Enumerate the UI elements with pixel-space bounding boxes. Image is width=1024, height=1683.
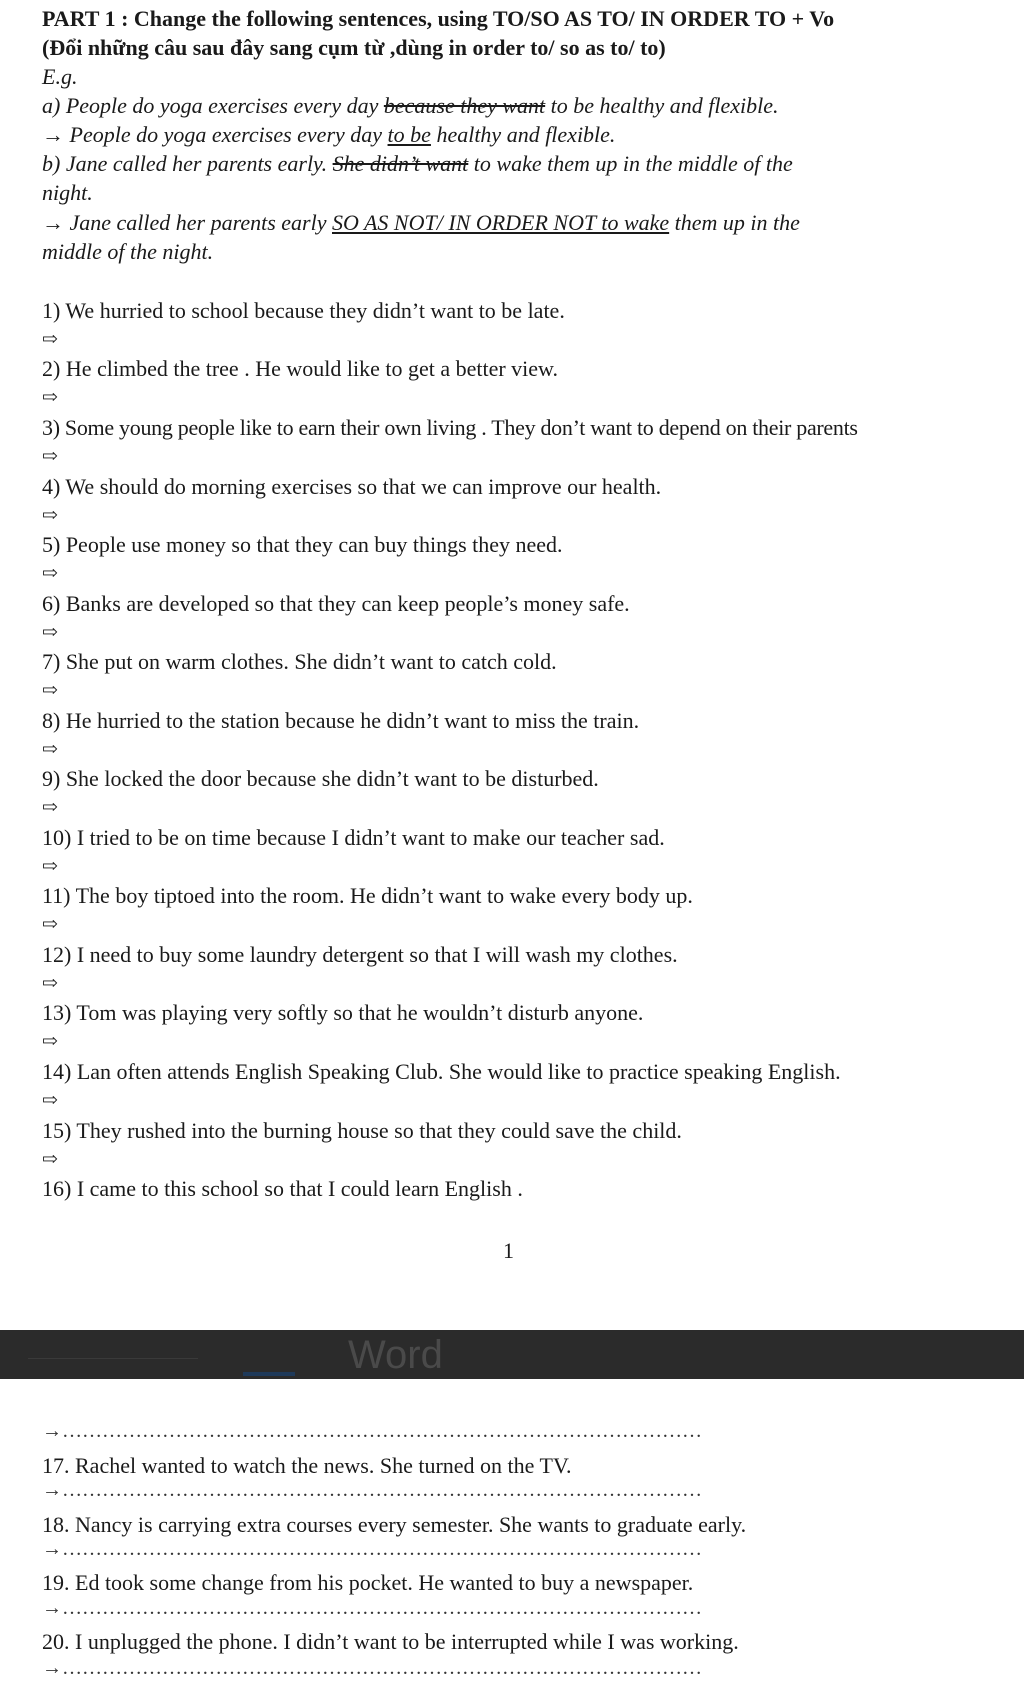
example-b-answer bbox=[42, 208, 800, 237]
answer-arrow-3: ⇨ bbox=[42, 446, 58, 467]
part-subtitle: (Đổi những câu sau đây sang cụm từ ,dùng in order to/ so as to/ to) bbox=[42, 35, 666, 60]
word-app-label: Word bbox=[348, 1333, 443, 1377]
question-4: 4) We should do morning exercises so that we can improve our health. bbox=[42, 474, 662, 499]
answer-arrow-7: ⇨ bbox=[42, 680, 58, 701]
answer-arrow-2: ⇨ bbox=[42, 387, 58, 408]
question-6: 6) Banks are developed so that they can keep people’s money safe. bbox=[42, 591, 630, 616]
answer-arrow-13: ⇨ bbox=[42, 1031, 58, 1052]
question-12: 12) I need to buy some laundry detergent so that I will wash my clothes. bbox=[42, 942, 678, 967]
example-b-answer-text: → Jane called her parents early bbox=[42, 210, 332, 235]
answer-arrow-6: ⇨ bbox=[42, 622, 58, 643]
worksheet-page bbox=[42, 0, 1017, 1683]
example-b bbox=[42, 149, 793, 178]
example-b-answer-end: them up in the bbox=[669, 210, 800, 235]
answer-line-20: →…………………………………………………………………………………… bbox=[42, 1657, 702, 1679]
question-9: 9) She locked the door because she didn’t want to be disturbed. bbox=[42, 766, 599, 791]
question-11: 11) The boy tiptoed into the room. He didn’t want to wake every body up. bbox=[42, 883, 693, 908]
example-b-strike: She didn’t want bbox=[332, 151, 469, 176]
question-18: 18. Nancy is carrying extra courses every semester. She wants to graduate early. bbox=[42, 1512, 747, 1537]
answer-arrow-14: ⇨ bbox=[42, 1090, 58, 1111]
question-10: 10) I tried to be on time because I didn’t want to make our teacher sad. bbox=[42, 825, 665, 850]
question-15: 15) They rushed into the burning house so that they could save the child. bbox=[42, 1118, 682, 1143]
question-2: 2) He climbed the tree . He would like to get a better view. bbox=[42, 356, 559, 381]
example-b-continued: night. bbox=[42, 180, 93, 205]
answer-arrow-11: ⇨ bbox=[42, 914, 58, 935]
question-19: 19. Ed took some change from his pocket. He wanted to buy a newspaper. bbox=[42, 1570, 694, 1595]
answer-arrow-12: ⇨ bbox=[42, 973, 58, 994]
example-b-text: b) Jane called her parents early. bbox=[42, 151, 333, 176]
example-a-answer-text: → People do yoga exercises every day bbox=[42, 122, 388, 147]
example-a bbox=[42, 91, 779, 120]
answer-line-17: →…………………………………………………………………………………… bbox=[42, 1479, 702, 1501]
question-5: 5) People use money so that they can buy things they need. bbox=[42, 532, 563, 557]
question-13: 13) Tom was playing very softly so that he wouldn’t disturb anyone. bbox=[42, 1000, 644, 1025]
answer-arrow-1: ⇨ bbox=[42, 329, 58, 350]
example-a-strike: because they want bbox=[383, 93, 546, 118]
answer-arrow-15: ⇨ bbox=[42, 1149, 58, 1170]
question-3: 3) Some young people like to earn their own living . They don’t want to depend on their parents bbox=[42, 415, 858, 440]
question-20: 20. I unplugged the phone. I didn’t want to be interrupted while I was working. bbox=[42, 1629, 739, 1654]
bar-accent-line bbox=[243, 1372, 295, 1376]
answer-line-16: →…………………………………………………………………………………… bbox=[42, 1420, 702, 1442]
example-label: E.g. bbox=[42, 64, 78, 89]
question-16: 16) I came to this school so that I could learn English . bbox=[42, 1176, 523, 1201]
word-app-bar bbox=[0, 1330, 1024, 1379]
question-7: 7) She put on warm clothes. She didn’t want to catch cold. bbox=[42, 649, 557, 674]
example-a-answer-end: healthy and flexible. bbox=[430, 122, 616, 147]
example-a-text-end: to be healthy and flexible. bbox=[545, 93, 779, 118]
answer-arrow-10: ⇨ bbox=[42, 856, 58, 877]
example-b-text-end: to wake them up in the middle of the bbox=[468, 151, 793, 176]
answer-arrow-4: ⇨ bbox=[42, 505, 58, 526]
example-a-answer-underline: to be bbox=[387, 122, 431, 147]
page-number: 1 bbox=[503, 1238, 514, 1263]
answer-line-19: →…………………………………………………………………………………… bbox=[42, 1597, 702, 1619]
part-title: PART 1 : Change the following sentences, using TO/SO AS TO/ IN ORDER TO + Vo bbox=[42, 6, 835, 31]
answer-arrow-9: ⇨ bbox=[42, 797, 58, 818]
question-14: 14) Lan often attends English Speaking Club. She would like to practice speaking English. bbox=[42, 1059, 841, 1084]
answer-line-18: →…………………………………………………………………………………… bbox=[42, 1538, 702, 1560]
example-b-answer-underline: SO AS NOT/ IN ORDER NOT to wake bbox=[332, 210, 670, 235]
question-1: 1) We hurried to school because they didn’t want to be late. bbox=[42, 298, 565, 323]
answer-arrow-5: ⇨ bbox=[42, 563, 58, 584]
example-b-answer-continued: middle of the night. bbox=[42, 239, 214, 264]
answer-arrow-8: ⇨ bbox=[42, 739, 58, 760]
question-8: 8) He hurried to the station because he didn’t want to miss the train. bbox=[42, 708, 640, 733]
question-17: 17. Rachel wanted to watch the news. She turned on the TV. bbox=[42, 1453, 572, 1478]
bar-divider bbox=[28, 1358, 198, 1359]
example-a-answer bbox=[42, 120, 615, 149]
example-a-text: a) People do yoga exercises every day bbox=[42, 93, 384, 118]
